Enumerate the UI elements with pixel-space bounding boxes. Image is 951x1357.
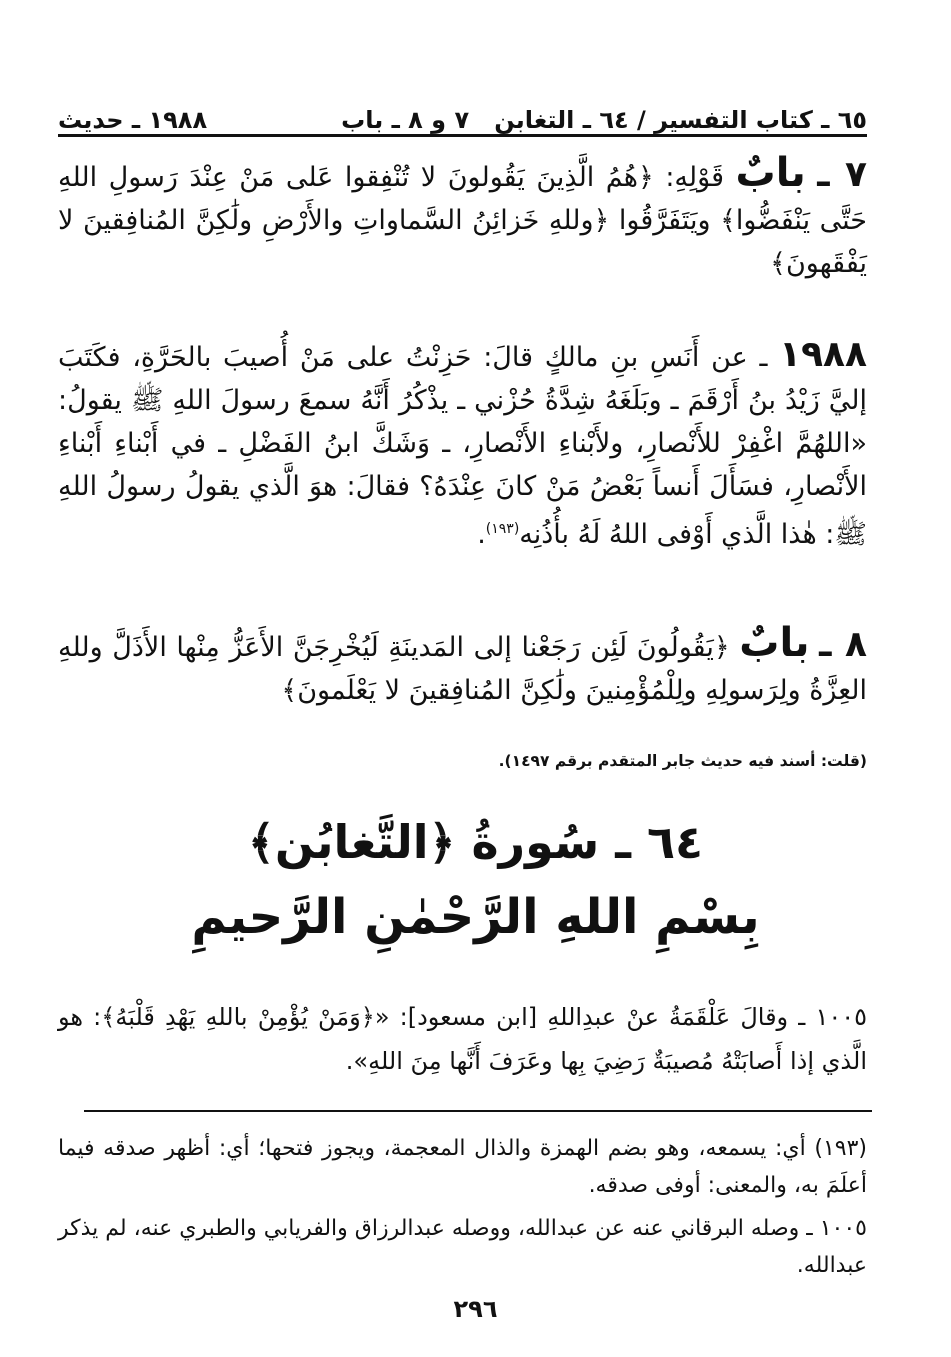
editor-note: (قلت: أسند فيه حديث جابر المتقدم برقم ١٤٩٧).	[498, 752, 867, 770]
bab-7-text: قَوْلِهِ: ﴿هُمُ الَّذِينَ يَقُولونَ لا تُنْفِقوا عَلى مَنْ عِنْدَ رَسولِ اللهِ حَتَّى يَنْفَضُّوا﴾ ويَتَفَرَّقُوا ﴿وللهِ خَزائِنُ السَّماواتِ والأَرْضِ ولَٰكِنَّ المُنافِقينَ لا يَفْقَهونَ﴾	[58, 162, 867, 279]
bab-8-label: بابٌ	[739, 620, 810, 666]
footnote-rule	[84, 1110, 872, 1112]
header-chapter: ٦٥ ـ كتاب التفسير / ٦٤ ـ التغابن ٧ و ٨ ـ باب	[341, 106, 867, 134]
basmala: بِسْمِ اللهِ الرَّحْمٰنِ الرَّحيمِ	[191, 889, 760, 945]
surah-title: ٦٤ ـ سُورةُ ﴿التَّغابُن﴾	[247, 815, 704, 869]
bab-7	[58, 152, 867, 285]
bab-8-text: ﴿يَقُولُونَ لَئِن رَجَعْنا إلى المَدينَةِ لَيُخْرِجَنَّ الأَعَزُّ مِنْها الأَذَلَّ وللهِ العِزَّةُ ولِرَسولِهِ ولِلْمُؤْمِنينَ ولَٰكِنَّ المُنافِقينَ لا يَعْلَمونَ﴾	[58, 632, 867, 706]
hadith-1988-end: .	[477, 519, 486, 550]
footnote-193: (١٩٣) أي: يسمعه، وهو بضم الهمزة والذال المعجمة، ويجوز فتحها؛ أي: أظهر صدقه فيما أعلَمَ به، والمعنى: أوفى صدقه.	[58, 1136, 867, 1198]
bab-7-number: ٧ ـ	[817, 154, 868, 195]
bab-7-label: بابٌ	[735, 150, 806, 196]
hadith-1988-number: ١٩٨٨	[779, 334, 867, 375]
footnote-ref: (١٩٣)	[485, 521, 520, 537]
athar-1005: ١٠٠٥ ـ وقالَ عَلْقَمَةُ عنْ عبدِاللهِ [ابن مسعود]: «﴿وَمَنْ يُؤْمِنْ باللهِ يَهْدِ قَلْبَهُ﴾: هو الَّذي إذا أَصابَتْهُ مُصيبَةٌ رَضِيَ بِها وعَرَفَ أَنَّها مِنَ اللهِ».	[58, 1003, 867, 1075]
bab-8-number: ٨ ـ	[819, 624, 867, 665]
page-number: ٢٩٦	[453, 1295, 498, 1323]
hadith-1988	[58, 333, 867, 556]
running-header	[58, 92, 867, 134]
footnote-1005: ١٠٠٥ ـ وصله البرقاني عنه عن عبدالله، ووصله عبدالرزاق والفريابي والطبري عنه، لم يذكر عبدالله.	[58, 1216, 867, 1278]
header-hadith: ١٩٨٨ ـ حديث	[58, 106, 208, 134]
header-rule	[58, 134, 867, 137]
hadith-1988-text: ـ عن أَنَسِ بنِ مالكٍ قالَ: حَزِنْتُ على مَنْ أُصيبَ بالحَرَّةِ، فكَتَبَ إليَّ زَيْدُ بنُ أَرْقَمَ ـ وبَلَغَهُ شِدَّةُ حُزْني ـ يذْكُرُ أَنَّهُ سمعَ رسولَ اللهِ ﷺ يقولُ: «اللهُمَّ اغْفِرْ للأَنْصارِ، ولأَبْناءِ الأَنْصارِ، ـ وَشَكَّ ابنُ الفَضْلِ ـ في أَبْناءِ أَبْناءِ الأَنْصارِ، فسَأَلَ أَنساً بَعْضُ مَنْ كانَ عِنْدَهُ؟ فقالَ: هوَ الَّذي يقولُ رسولُ اللهِ ﷺ: هٰذا الَّذي أَوْفى اللهُ لَهُ بأُذُنِه	[58, 342, 867, 550]
bab-8	[58, 622, 867, 712]
